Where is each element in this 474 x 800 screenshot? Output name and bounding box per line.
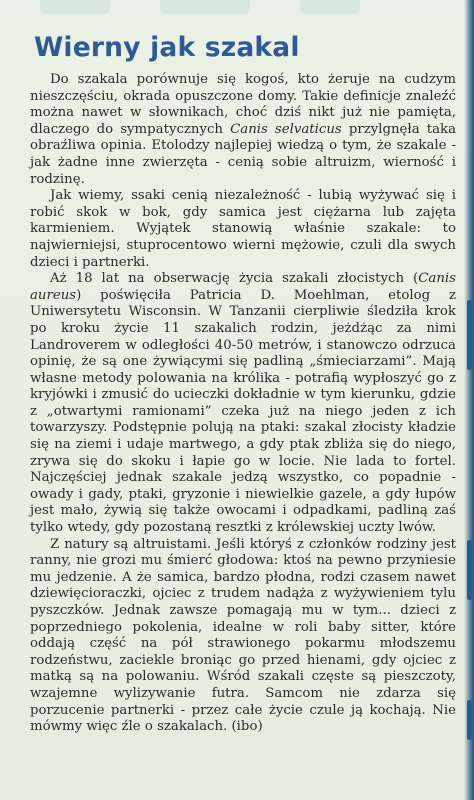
paragraph-text: Aż 18 lat na obserwację życia szakali złocistych (: [50, 271, 419, 287]
decorative-shape: [40, 0, 110, 14]
decorative-shape: [160, 0, 250, 14]
edge-tab: [467, 300, 472, 370]
article-paragraph: [30, 72, 456, 188]
paragraph-text: przylgnęła taka obraźliwa opinia. Etolodzy najlepiej wiedzą o tym, że szakale - jak żadne inne zwierzęta - cenią sobie altruizm, wierność i rodzinę.: [30, 121, 456, 187]
paragraph-text: Z natury są altruistami. Jeśli któryś z członków rodziny jest ranny, nie grozi mu śmierć głodowa: ktoś na pewno przyniesie mu jedzenie. A że samica, bardzo płodna, rodzi czasem nawet dziewięcioraczki, ojciec z trudem nadąża z wyżywieniem tylu pyszczków. Jednak zawsze pomagają mu w tym... dzieci z poprzedniego pokolenia, idealne w roli baby sitter, które oddają część na pół strawionego pokarmu młodszemu rodzeństwu, zaciekle broniąc go przed hienami, gdy ojciec z matką są na polowaniu. Wśród szakali częste są pieszczoty, wzajemne wylizywanie futra. Samcom nie zdarza się porzucenie partnerki - przez całe życie czule ją kochają. Nie mówmy więc źle o szakalach. (ibo): [30, 536, 456, 735]
page-edge-strip: [464, 0, 474, 800]
paragraph-text: Jak wiemy, ssaki cenią niezależność - lubią wyżywać się i robić skok w bok, gdy samica jest ciężarna lub zajęta karmieniem. Wyjątek stanowią właśnie szakale: to najwierniejsi, stuprocentowo wierni mężowie, czuli dla swych dzieci i partnerki.: [30, 188, 456, 270]
edge-tab: [467, 540, 472, 600]
article-paragraph: [30, 271, 456, 537]
paragraph-text: Do szakala porównuje się kogoś, kto żeruje na cudzym nieszczęściu, okrada opuszczone domy. Takie definicje znaleźć można nawet w słownikach, choć dziś nikt już nie pamięta, dlaczego do sympatycznych: [30, 72, 456, 137]
edge-tab: [467, 700, 472, 740]
paragraph-text: ) poświęciła Patricia D. Moehlman, etolog z Uniwersytetu Wisconsin. W Tanzanii cierpliwie śledziła krok po kroku życie 11 szakalich rodzin, jeżdżąc za nimi Landroverem w odległości 40-50 metrów, i stanowczo odrzuca opinię, że są one żywiącymi się padliną „śmieciarzami”. Mają własne metody polowania na królika - potrafią wypłoszyć go z kryjówki i zmusić do ucieczki dokładnie w tym kierunku, gdzie z „otwartymi ramionami” czeka już na niego jeden z ich towarzyszy. Podstępnie polują na ptaki: szakal złocisty kładzie się na ziemi i udaje martwego, a gdy ptak zbliża się do niego, zrywa się do skoku i łapie go w locie. Nie lada to fortel. Najczęściej jednak szakale jedzą wszystko, co popadnie - owady i gady, ptaki, gryzonie i niewielkie gazele, a gdy łupów jest mało, żywią się także owocami i odpadkami, padliną zaś tylko wtedy, gdy pozostaną resztki z królewskiej uczty lwów.: [30, 287, 456, 536]
latin-name: Canis selvaticus: [230, 121, 342, 137]
article-title: Wierny jak szakal: [34, 32, 300, 63]
decorative-shape: [300, 0, 360, 14]
article-paragraph: [30, 537, 456, 736]
latin-name: Canis aureus: [30, 271, 456, 303]
article-body: [30, 72, 456, 736]
page-top-band: [0, 0, 474, 22]
article-paragraph: [30, 188, 456, 271]
